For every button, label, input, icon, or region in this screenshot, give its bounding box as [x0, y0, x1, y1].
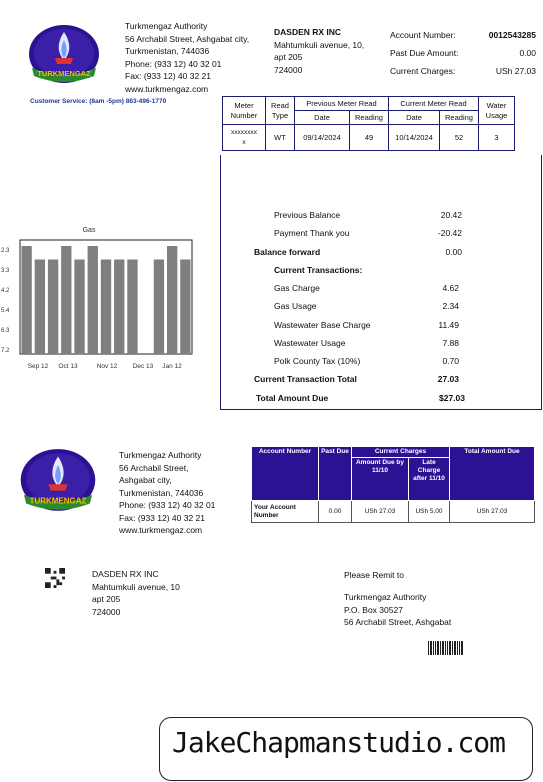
wastewater-base-value: 11.49 — [438, 320, 459, 330]
current-read-header: Current Meter Read — [389, 97, 479, 111]
chart-xtick-label: Dec 13 — [132, 363, 154, 370]
chart-bar — [154, 260, 164, 355]
summary-box — [220, 155, 542, 410]
curr-reading-header: Reading — [440, 111, 479, 125]
stub-total-cell: USh 27.03 — [450, 501, 535, 523]
stub-company-name: Turkmengaz Authority — [119, 450, 202, 460]
customer-line2: apt 205 — [274, 52, 303, 62]
customer-service-line: Customer Service: (8am -5pm) 863-496-1770 — [30, 98, 167, 105]
customer-name: DASDEN RX INC — [274, 27, 342, 37]
chart-ytick-label: 7.2 — [1, 348, 10, 354]
chart-bar — [35, 260, 45, 355]
payment-value: -20.42 — [437, 228, 462, 238]
mail-zip: 724000 — [92, 606, 121, 617]
remit-name: Turkmengaz Authority — [344, 592, 427, 602]
previous-read-header: Previous Meter Read — [295, 97, 389, 111]
total-due-label: Total Amount Due — [256, 393, 329, 403]
chart-bar — [48, 260, 58, 355]
meter-number-header: Meter Number — [223, 97, 266, 125]
meter-read-table — [222, 96, 515, 151]
county-tax-label: Polk County Tax (10%) — [274, 356, 361, 366]
remit-box: P.O. Box 30527 — [344, 604, 403, 615]
current-charges-amount: USh 27.03 — [495, 66, 536, 76]
remit-label: Please Remit to — [344, 570, 404, 580]
company-fax: Fax: (933 12) 40 32 21 — [125, 71, 212, 81]
stub-account-cell: Your Account Number — [252, 501, 319, 523]
barcode-icon — [428, 641, 464, 655]
read-type-cell: WT — [266, 125, 295, 151]
stub-website[interactable]: www.turkmengaz.com — [119, 525, 203, 535]
previous-balance-value: 20.42 — [440, 210, 462, 220]
wastewater-usage-label: Wastewater Usage — [274, 338, 346, 348]
stub-due-by-cell: USh 27.03 — [352, 501, 409, 523]
watermark-text: JakeChapmanstudio.com — [172, 726, 506, 759]
stub-late-header: Late Charge after 11/10 — [409, 458, 450, 501]
gas-usage-value: 2.34 — [442, 301, 459, 311]
chart-bar — [21, 246, 31, 354]
mail-line1: Mahtumkuli avenue, 10 — [92, 581, 180, 592]
chart-ytick-label: 6.3 — [1, 328, 10, 334]
water-usage-cell: 3 — [479, 125, 515, 151]
balance-forward-value: 0.00 — [445, 247, 462, 257]
gas-charge-value: 4.62 — [442, 283, 459, 293]
account-number-label: Account Number: — [390, 30, 456, 40]
mail-line2: apt 205 — [92, 594, 121, 604]
stub-past-due-cell: 0.00 — [319, 501, 352, 523]
water-usage-header: Water Usage — [479, 97, 515, 125]
stub-phone: Phone: (933 12) 40 32 01 — [119, 500, 216, 510]
past-due-label: Past Due Amount: — [390, 48, 459, 58]
stub-fax: Fax: (933 12) 40 32 21 — [119, 512, 206, 523]
total-due-value: $27.03 — [439, 393, 465, 403]
company-city: Turkmenistan, 744036 — [125, 46, 210, 56]
watermark-banner — [159, 717, 533, 781]
chart-bar — [101, 260, 111, 355]
remittance-table — [251, 446, 535, 523]
remit-street: 56 Archabil Street, Ashgabat — [344, 617, 452, 627]
gas-usage-chart — [0, 220, 200, 376]
company-address: 56 Archabil Street, Ashgabat city, — [125, 33, 250, 44]
previous-balance-label: Previous Balance — [274, 210, 341, 220]
stub-due-by-header: Amount Due by 11/10 — [352, 458, 409, 501]
curr-date-cell: 10/14/2024 — [389, 125, 440, 151]
current-transactions-label: Current Transactions: — [274, 265, 363, 275]
stub-current-header: Current Charges — [352, 447, 450, 458]
chart-xtick-label: Oct 13 — [58, 363, 78, 370]
balance-forward-label: Balance forward — [254, 247, 321, 257]
company-logo — [28, 24, 100, 86]
prev-date-cell: 09/14/2024 — [295, 125, 350, 151]
chart-bar — [61, 246, 71, 354]
gas-usage-label: Gas Usage — [274, 301, 317, 311]
read-type-header: Read Type — [266, 97, 295, 125]
prev-reading-cell: 49 — [350, 125, 389, 151]
curr-reading-cell: 52 — [440, 125, 479, 151]
chart-ytick-label: 4.2 — [1, 288, 10, 294]
mail-name: DASDEN RX INC — [92, 569, 159, 579]
chart-bar — [167, 246, 177, 354]
logo-wordmark: TURKMENGAZ — [37, 69, 91, 78]
chart-bar — [74, 260, 84, 355]
chart-xtick-label: Nov 12 — [96, 363, 118, 370]
county-tax-value: 0.70 — [442, 356, 459, 366]
chart-xtick-label: Jan 12 — [162, 363, 182, 370]
payment-label: Payment Thank you — [274, 228, 350, 238]
past-due-amount: 0.00 — [519, 48, 536, 58]
stub-address1: 56 Archabil Street, — [119, 462, 189, 473]
qr-code-icon — [45, 568, 65, 588]
transaction-total-label: Current Transaction Total — [254, 374, 357, 384]
prev-date-header: Date — [295, 111, 350, 125]
chart-title: Gas — [82, 227, 96, 234]
transaction-total-value: 27.03 — [437, 374, 459, 384]
stub-logo-wordmark: TURKMENGAZ — [29, 496, 87, 506]
stub-company-logo — [18, 448, 98, 514]
wastewater-usage-value: 7.88 — [442, 338, 459, 348]
prev-reading-header: Reading — [350, 111, 389, 125]
customer-line1: Mahtumkuli avenue, 10, — [274, 39, 365, 50]
company-phone: Phone: (933 12) 40 32 01 — [125, 58, 222, 69]
stub-city: Turkmenistan, 744036 — [119, 487, 204, 498]
stub-past-due-header: Past Due — [319, 447, 352, 501]
chart-ytick-label: 2.3 — [1, 248, 10, 254]
company-website[interactable]: www.turkmengaz.com — [125, 83, 209, 94]
gas-charge-label: Gas Charge — [274, 283, 320, 293]
stub-address2: Ashgabat city, — [119, 475, 172, 485]
account-number: 0012543285 — [488, 30, 536, 40]
chart-bar — [88, 246, 98, 354]
chart-xtick-label: Sep 12 — [27, 363, 49, 370]
curr-date-header: Date — [389, 111, 440, 125]
chart-bar — [127, 260, 137, 355]
stub-late-cell: USh 5.00 — [409, 501, 450, 523]
stub-account-header: Account Number — [252, 447, 319, 501]
chart-ytick-label: 5.4 — [1, 308, 10, 314]
chart-bar — [180, 260, 190, 355]
chart-ytick-label: 3.3 — [1, 268, 10, 274]
customer-zip: 724000 — [274, 64, 303, 75]
current-charges-label: Current Charges: — [390, 66, 456, 76]
stub-total-header: Total Amount Due — [450, 447, 535, 501]
chart-bar — [114, 260, 124, 355]
company-name: Turkmengaz Authority — [125, 21, 208, 31]
meter-number-cell: xxxxxxxx x — [223, 125, 266, 151]
wastewater-base-label: Wastewater Base Charge — [274, 320, 371, 330]
